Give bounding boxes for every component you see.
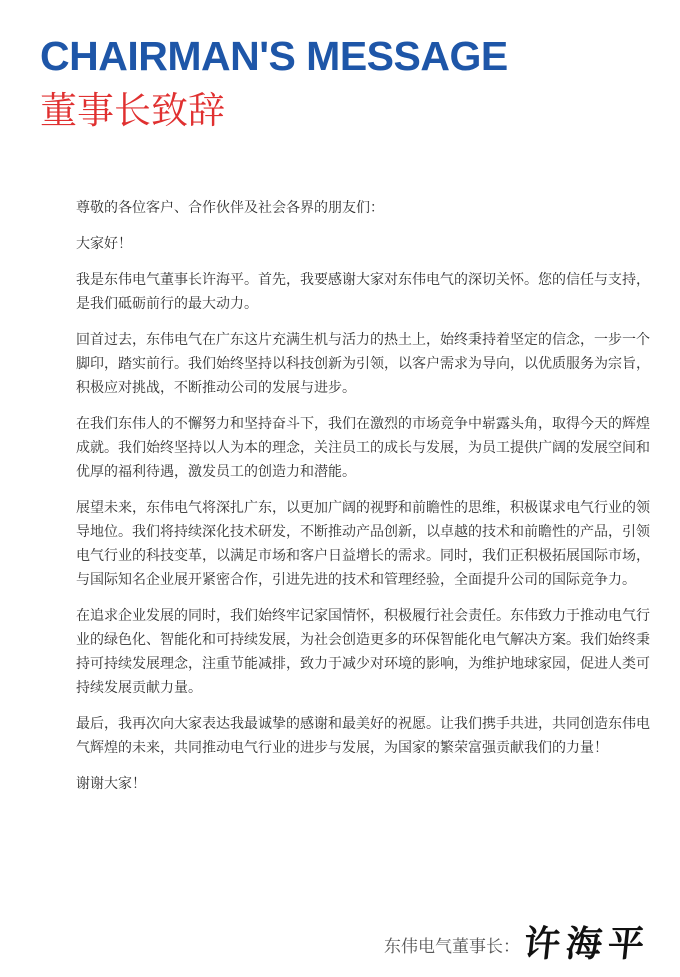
signature-label: 东伟电气董事长：	[383, 937, 520, 957]
letter-greeting: 大家好！	[76, 236, 132, 252]
letter-body	[76, 196, 656, 808]
letter-salutation: 尊敬的各位客户、合作伙伴及社会各界的朋友们：	[76, 200, 384, 216]
letter-paragraph-1: 我是东伟电气董事长许海平。首先，我要感谢大家对东伟电气的深切关怀。您的信任与支持，是我们砥砺前行的最大动力。	[76, 272, 650, 312]
page-title-english: CHAIRMAN'S MESSAGE	[40, 33, 508, 79]
letter-paragraph-5: 在追求企业发展的同时，我们始终牢记家国情怀，积极履行社会责任。东伟致力于推动电气行业的绿色化、智能化和可持续发展，为社会创造更多的环保智能化电气解决方案。我们始终秉持可持续发展理念，注重节能减排，致力于减少对环境的影响，为维护地球家园，促进人类可持续发展贡献力量。	[76, 608, 650, 696]
page-title-chinese: 董事长致辞	[40, 89, 225, 132]
letter-closing: 谢谢大家！	[76, 776, 146, 792]
letter-paragraph-3: 在我们东伟人的不懈努力和坚持奋斗下，我们在激烈的市场竞争中崭露头角，取得今天的辉煌成就。我们始终坚持以人为本的理念，关注员工的成长与发展，为员工提供广阔的发展空间和优厚的福利待遇，激发员工的创造力和潜能。	[76, 416, 650, 480]
letter-paragraph-2: 回首过去，东伟电气在广东这片充满生机与活力的热土上，始终秉持着坚定的信念，一步一个脚印，踏实前行。我们始终坚持以科技创新为引领，以客户需求为导向，以优质服务为宗旨，积极应对挑战，不断推动公司的发展与进步。	[76, 332, 650, 396]
letter-paragraph-6: 最后，我再次向大家表达我最诚挚的感谢和最美好的祝愿。让我们携手共进，共同创造东伟电气辉煌的未来，共同推动电气行业的进步与发展，为国家的繁荣富强贡献我们的力量！	[76, 716, 650, 756]
handwritten-signature: 许海平	[521, 923, 653, 965]
signature-block	[383, 918, 653, 965]
letter-paragraph-4: 展望未来，东伟电气将深扎广东，以更加广阔的视野和前瞻性的思维，积极谋求电气行业的领导地位。我们将持续深化技术研发，不断推动产品创新，以卓越的技术和前瞻性的产品，引领电气行业的科技变革，以满足市场和客户日益增长的需求。同时，我们正积极拓展国际市场，与国际知名企业展开紧密合作，引进先进的技术和管理经验，全面提升公司的国际竞争力。	[76, 500, 650, 588]
